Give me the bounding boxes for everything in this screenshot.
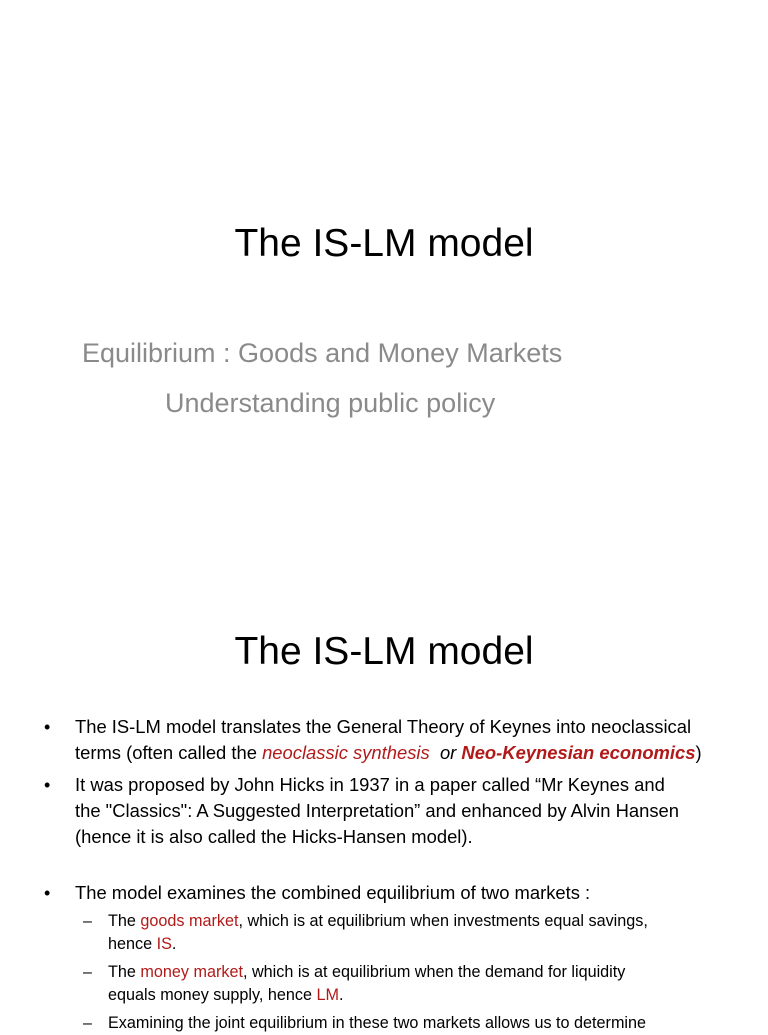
- neoclassic-synthesis-term: neoclassic synthesis: [262, 742, 430, 763]
- sub1-text: , which is at equilibrium when investments equal savings,: [238, 912, 648, 930]
- is-abbr: IS: [156, 935, 172, 953]
- bullet-item-1: [75, 714, 735, 766]
- neo-keynesian-term: Neo-Keynesian economics: [461, 742, 696, 763]
- bullet-2-line-3: (hence it is also called the Hicks-Hansen model).: [75, 826, 473, 847]
- bullet-1-line-1: The IS-LM model translates the General Theory of Keynes into neoclassical: [75, 716, 692, 737]
- bullet-marker: •: [44, 775, 51, 795]
- bullet-item-2: [75, 772, 735, 850]
- bullet-1-line-2-prefix: terms (often called the: [75, 742, 263, 763]
- sub2-text: , which is at equilibrium when the demand for liquidity: [242, 963, 626, 981]
- slide-title-heading: The IS-LM model: [234, 222, 534, 265]
- bullet-item-3: The model examines the combined equilibrium of two markets :: [75, 882, 591, 903]
- sub-bullet-goods-market: [108, 910, 718, 956]
- dash-marker: –: [83, 1015, 92, 1032]
- connector-or: or: [439, 742, 457, 763]
- lm-abbr: LM: [316, 986, 339, 1004]
- sub-bullet-money-market: [108, 961, 718, 1007]
- sub2-line-2-prefix: equals money supply, hence: [108, 986, 317, 1004]
- sub2-end: .: [338, 986, 344, 1004]
- sub1-end: .: [171, 935, 177, 953]
- goods-market-term: goods market: [140, 912, 239, 930]
- slide-heading: The IS-LM model: [234, 630, 534, 673]
- bullet-marker: •: [44, 717, 51, 737]
- sub2-prefix: The: [108, 963, 141, 981]
- slide-content: [0, 512, 768, 1032]
- slide-title: [0, 0, 768, 512]
- dash-marker: –: [83, 964, 92, 981]
- close-paren: ): [695, 742, 702, 763]
- bullet-marker: •: [44, 883, 51, 903]
- dash-marker: –: [83, 913, 92, 930]
- subtitle-line-1: Equilibrium : Goods and Money Markets: [82, 338, 563, 368]
- bullet-2-line-2: the "Classics": A Suggested Interpretation” and enhanced by Alvin Hansen: [75, 800, 679, 821]
- sub1-line-2-prefix: hence: [108, 935, 157, 953]
- money-market-term: money market: [140, 963, 243, 981]
- sub-bullet-joint-equilibrium: Examining the joint equilibrium in these two markets allows us to determine: [108, 1014, 647, 1032]
- bullet-2-line-1: It was proposed by John Hicks in 1937 in a paper called “Mr Keynes and: [75, 774, 665, 795]
- sub1-prefix: The: [108, 912, 141, 930]
- subtitle-line-2: Understanding public policy: [165, 388, 496, 418]
